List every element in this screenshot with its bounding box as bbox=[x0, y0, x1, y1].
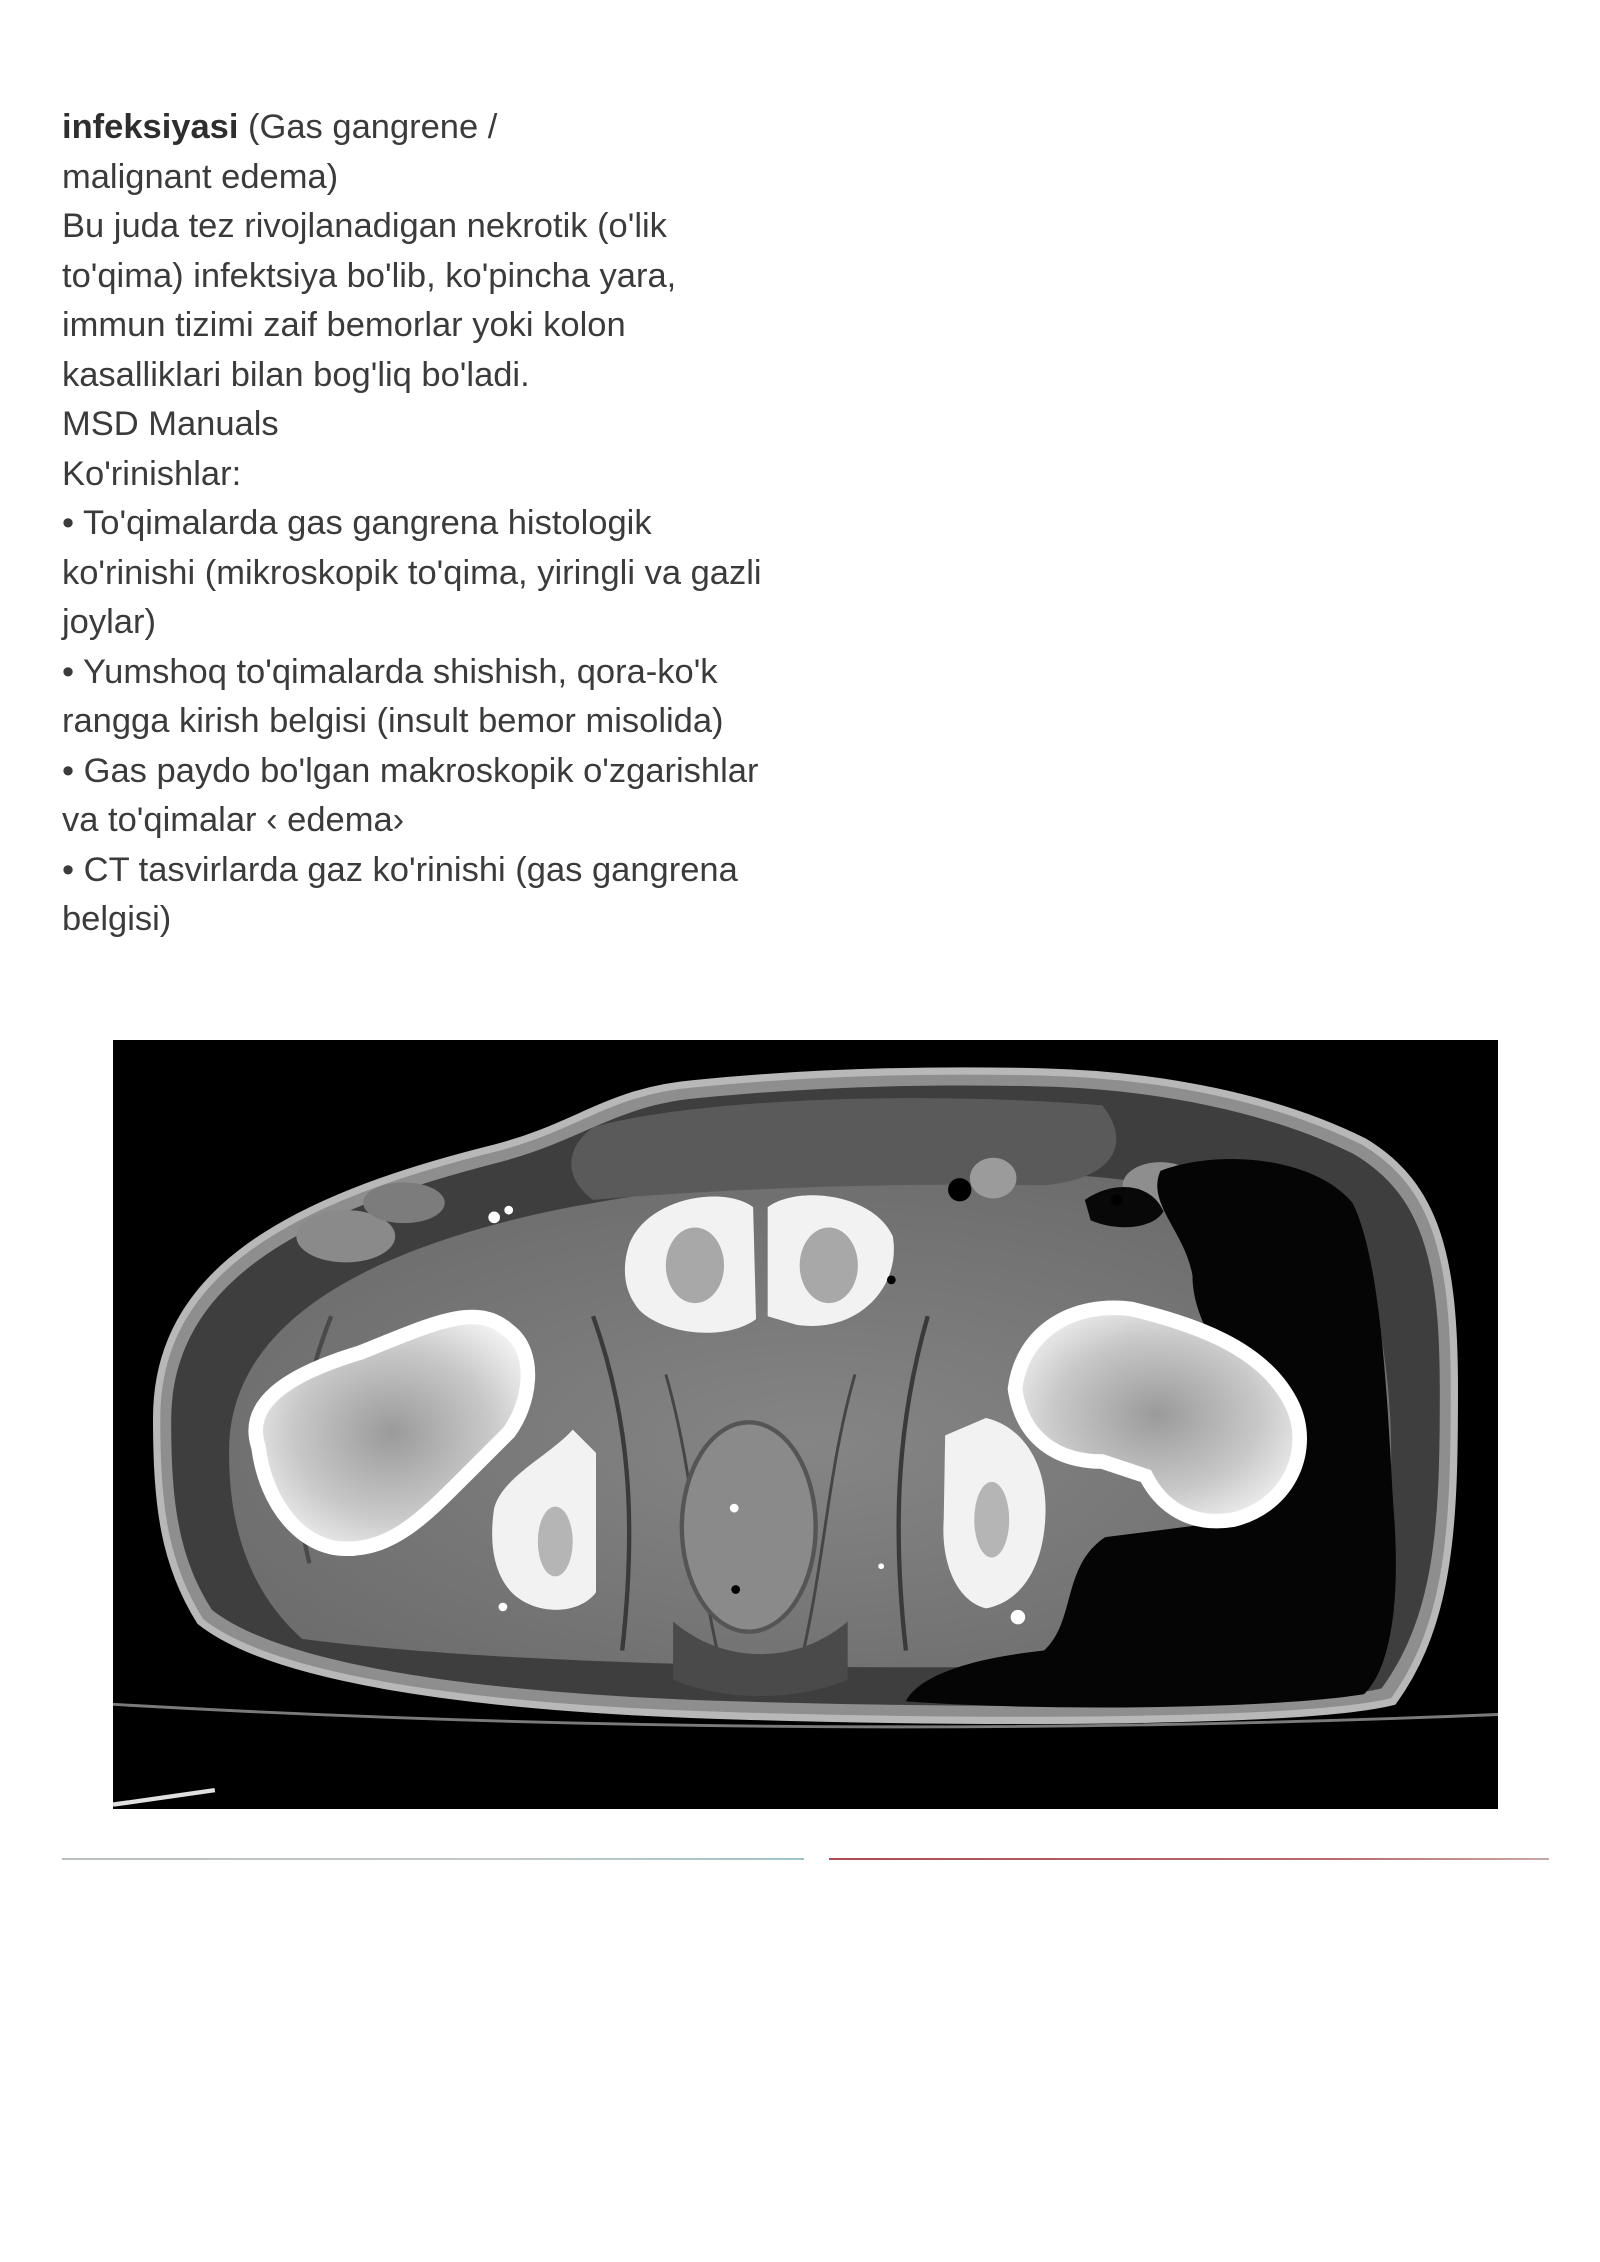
calcification bbox=[878, 1563, 884, 1569]
bullet-item-continuation: ko'rinishi (mikroskopik to'qima, yiringli va gazli bbox=[62, 553, 762, 592]
heading-line bbox=[62, 103, 1062, 153]
ischium-marrow-left bbox=[538, 1507, 573, 1577]
text-line: kasalliklari bilan bog'liq bo'ladi. bbox=[62, 355, 530, 394]
text-line: malignant edema) bbox=[62, 157, 339, 196]
divider-right bbox=[829, 1858, 1549, 1860]
calcification bbox=[1011, 1610, 1026, 1625]
heading-rest: (Gas gangrene / bbox=[238, 108, 498, 146]
vessel bbox=[970, 1158, 1017, 1199]
gas-bubble bbox=[948, 1178, 971, 1201]
document-text bbox=[62, 103, 1062, 945]
bullet-item: • CT tasvirlarda gaz ko'rinishi (gas gangrena bbox=[62, 850, 738, 889]
calcification bbox=[504, 1206, 513, 1215]
ischium-marrow-right bbox=[974, 1482, 1009, 1558]
bullet-item-continuation: va to'qimalar ‹ edema› bbox=[62, 801, 405, 839]
gas-bubble bbox=[1111, 1194, 1123, 1206]
calcification bbox=[499, 1603, 508, 1612]
ct-scan-drawing bbox=[113, 1040, 1498, 1809]
pubic-marrow-left bbox=[666, 1228, 724, 1304]
bullet-item-continuation: rangga kirish belgisi (insult bemor misolida) bbox=[62, 702, 724, 740]
ct-scan-image bbox=[113, 1040, 1498, 1809]
vessel bbox=[363, 1182, 444, 1223]
bullet-item: • To'qimalarda gas gangrena histologik bbox=[62, 504, 652, 542]
source-line: MSD Manuals bbox=[62, 405, 279, 443]
bullet-item: • Yumshoq to'qimalarda shishish, qora-ko'k bbox=[62, 652, 718, 691]
text-line: to'qima) infektsiya bo'lib, ko'pincha yara, bbox=[62, 256, 677, 295]
bullet-item-continuation: joylar) bbox=[62, 603, 156, 641]
heading-bold-term: infeksiyasi bbox=[62, 108, 239, 146]
calcification bbox=[488, 1212, 500, 1224]
calcification bbox=[730, 1504, 739, 1513]
bullet-item: • Gas paydo bo'lgan makroskopik o'zgarishlar bbox=[62, 751, 759, 790]
gas-bubble bbox=[731, 1585, 740, 1594]
section-label: Ko'rinishlar: bbox=[62, 454, 242, 493]
rectum bbox=[682, 1422, 816, 1631]
text-line: Bu juda tez rivojlanadigan nekrotik (o'lik bbox=[62, 207, 667, 245]
text-line: immun tizimi zaif bemorlar yoki kolon bbox=[62, 306, 626, 344]
bullet-item-continuation: belgisi) bbox=[62, 900, 172, 938]
divider-left bbox=[62, 1858, 804, 1860]
gas-bubble bbox=[887, 1275, 896, 1284]
pubic-marrow-right bbox=[800, 1228, 858, 1304]
scanner-table-edge bbox=[113, 1790, 215, 1805]
